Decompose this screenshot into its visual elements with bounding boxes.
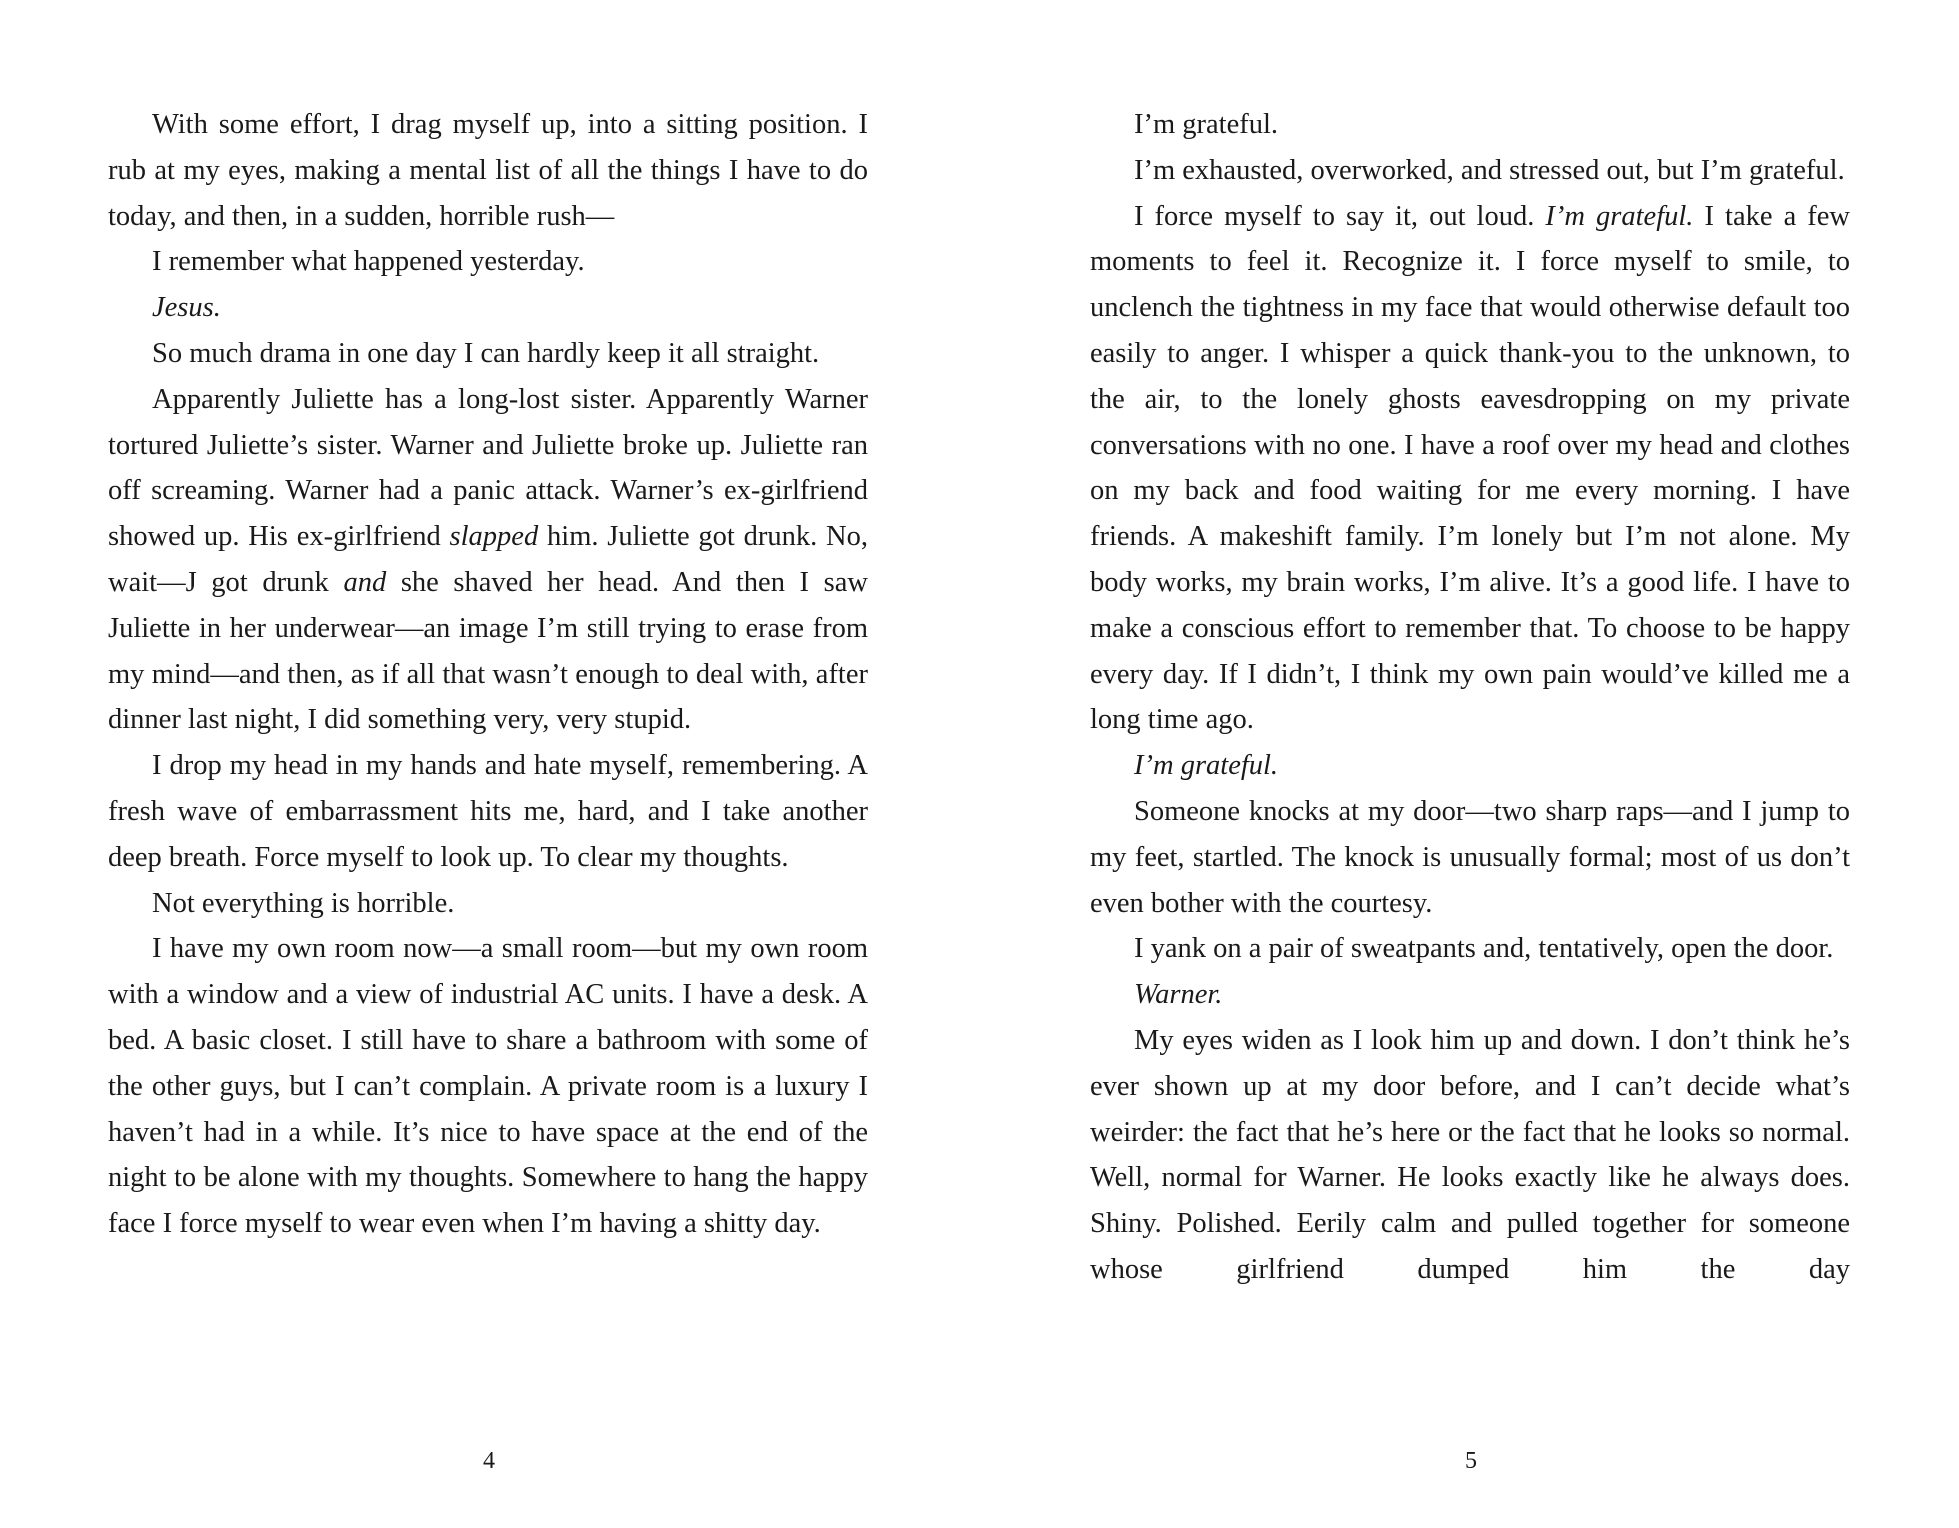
italic-text: Warner.: [1134, 979, 1223, 1011]
text-run: she shaved her head. And then I saw Juliette in her underwear—an image I’m still trying to erase from my mind—and then, as if all that wasn’t enough to deal with, after dinner last night, I did something very, very stupid.: [108, 566, 868, 736]
italic-text: slapped: [449, 521, 539, 553]
paragraph: I have my own room now—a small room—but my own room with a window and a view of industrial AC units. I have a desk. A bed. A basic closet. I still have to share a bathroom with some of the other guys, but I can’t complain. A private room is a luxury I haven’t had in a while. It’s nice to have space at the end of the night to be alone with my thoughts. Somewhere to hang the happy face I force myself to wear even when I’m having a shitty day.: [108, 933, 868, 1240]
paragraph: [1090, 194, 1850, 744]
right-page: [1090, 102, 1850, 1293]
paragraph: So much drama in one day I can hardly keep it all straight.: [152, 337, 820, 369]
paragraph: I’m grateful.: [1134, 109, 1279, 140]
paragraph: [1090, 972, 1850, 1018]
text-run: I force myself to say it, out loud.: [1134, 200, 1535, 232]
paragraph: I drop my head in my hands and hate myself, remembering. A fresh wave of embarrassment hits me, hard, and I take another deep breath. Force myself to look up. To clear my thoughts.: [108, 750, 868, 873]
paragraph: I yank on a pair of sweatpants and, tentatively, open the door.: [1134, 933, 1834, 965]
paragraph: With some effort, I drag myself up, into a sitting position. I rub at my eyes, making a mental list of all the things I have to do today, and then, in a sudden, horrible rush—: [108, 109, 868, 232]
paragraph: My eyes widen as I look him up and down. I don’t think he’s ever shown up at my door before, and I can’t decide what’s weirder: the fact that he’s here or the fact that he looks so normal. Well, normal for Warner. He looks exactly like he always does. Shiny. Polished. Eerily calm and pulled together for someone whose girlfriend dumped him the day: [1090, 1024, 1850, 1285]
paragraph: [108, 285, 868, 331]
text-run: Apparently Juliette has a long-lost sister. Apparently Warner tortured Juliette’s sister. Warner and Juliette broke up. Juliette ran off screaming. Warner had a panic attack. Warner’s ex-girlfriend showed up. His ex-girlfriend: [108, 383, 868, 553]
paragraph: Not everything is horrible.: [152, 887, 455, 919]
text-run: I take a few moments to feel it. Recognize it. I force myself to smile, to unclench the tightness in my face that would otherwise default too easily to anger. I whisper a quick thank-you to the unknown, to the air, to the lonely ghosts eavesdropping on my private conversations with no one. I have a roof over my head and clothes on my back and food waiting for me every morning. I have friends. A makeshift family. I’m lonely but I’m not alone. My body works, my brain works, I’m alive. It’s a good life. I have to make a conscious effort to remember that. To choose to be happy every day. If I didn’t, I think my own pain would’ve killed me a long time ago.: [1090, 200, 1850, 736]
page-number: 5: [1465, 1448, 1477, 1474]
italic-text: I’m grateful.: [1134, 750, 1279, 782]
paragraph: [1090, 743, 1850, 789]
paragraph: I remember what happened yesterday.: [152, 246, 585, 278]
paragraph: Someone knocks at my door—two sharp raps—and I jump to my feet, startled. The knock is unusually formal; most of us don’t even bother with the courtesy.: [1090, 795, 1850, 919]
italic-text: I’m grateful.: [1545, 200, 1694, 232]
text-run: him. Juliette got drunk. No, wait—J got drunk: [108, 521, 869, 598]
left-page: [108, 102, 868, 1247]
italic-text: and: [343, 566, 387, 598]
italic-text: Jesus.: [152, 292, 221, 324]
paragraph: I’m exhausted, overworked, and stressed out, but I’m grateful.: [1134, 154, 1845, 186]
paragraph: [108, 377, 868, 743]
page-number: 4: [483, 1448, 495, 1474]
